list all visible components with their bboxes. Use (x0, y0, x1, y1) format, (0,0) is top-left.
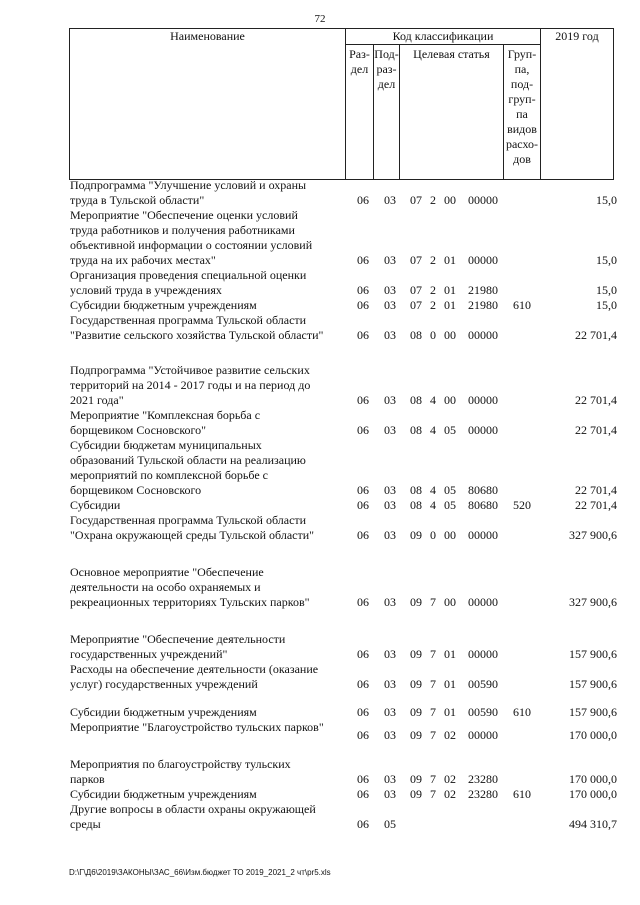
podrazdel-cell: 03 (384, 787, 396, 801)
row-name: Субсидии бюджетным учреждениям (70, 705, 257, 719)
razdel-cell: 06 (357, 772, 369, 786)
podrazdel-cell: 03 (384, 772, 396, 786)
razdel-cell: 06 (357, 423, 369, 437)
cs-subprogram-cell: 7 (430, 772, 436, 786)
row-name: Подпрограмма "Улучшение условий и охраны труда в Тульской области" (70, 178, 307, 207)
cs-subprogram-cell: 0 (430, 528, 436, 542)
cs-event-cell: 00 (444, 528, 456, 542)
razdel-cell: 06 (357, 393, 369, 407)
cs-event-cell: 01 (444, 253, 456, 267)
cs-event-cell: 02 (444, 728, 456, 742)
podrazdel-cell: 03 (384, 423, 396, 437)
cs-direction-cell: 00000 (468, 423, 498, 437)
header-podrazdel: Под- раз- дел (374, 45, 400, 180)
podrazdel-cell: 03 (384, 647, 396, 661)
row-name: Государственная программа Тульской области "Охрана окружающей среды Тульской области" (70, 513, 315, 542)
cs-direction-cell: 00000 (468, 328, 498, 342)
row-name: Расходы на обеспечение деятельности (оказание услуг) государственных учреждений (70, 662, 319, 691)
podrazdel-cell: 05 (384, 817, 396, 831)
cs-event-cell: 00 (444, 328, 456, 342)
amount-cell: 157 900,6 (569, 677, 617, 691)
podrazdel-cell: 03 (384, 595, 396, 609)
cs-event-cell: 01 (444, 677, 456, 691)
razdel-cell: 06 (357, 498, 369, 512)
amount-cell: 494 310,7 (569, 817, 617, 831)
row-name: Субсидии бюджетам муниципальных образований Тульской области на реализацию мероприятий по комплексной борьбе с борщевиком Сосновского (70, 438, 306, 497)
amount-cell: 170 000,0 (569, 772, 617, 786)
row-name: Субсидии бюджетным учреждениям (70, 787, 257, 801)
footer-file-path: D:\Г\Д6\2019\ЗАКОНЫ\ЗАС_66\Изм.бюджет ТО 2019_2021_2 чт\pr5.xls (69, 868, 331, 877)
cs-direction-cell: 00000 (468, 595, 498, 609)
table-row (69, 802, 619, 832)
table-row (69, 313, 619, 343)
cs-event-cell: 05 (444, 498, 456, 512)
page-number: 72 (314, 13, 326, 25)
podrazdel-cell: 03 (384, 283, 396, 297)
cs-program-cell: 08 (410, 498, 422, 512)
cs-event-cell: 01 (444, 647, 456, 661)
podrazdel-cell: 03 (384, 677, 396, 691)
vid-raskhodov-cell: 610 (513, 298, 531, 312)
cs-event-cell: 05 (444, 483, 456, 497)
cs-event-cell: 01 (444, 298, 456, 312)
cs-program-cell: 09 (410, 647, 422, 661)
cs-subprogram-cell: 4 (430, 498, 436, 512)
cs-program-cell: 08 (410, 393, 422, 407)
row-name: Мероприятие "Комплексная борьба с борщевиком Сосновского" (70, 408, 261, 437)
table-row (69, 565, 619, 610)
cs-subprogram-cell: 7 (430, 677, 436, 691)
cs-subprogram-cell: 2 (430, 253, 436, 267)
cs-program-cell: 08 (410, 328, 422, 342)
table-body (69, 178, 619, 832)
cs-event-cell: 00 (444, 595, 456, 609)
cs-subprogram-cell: 7 (430, 647, 436, 661)
row-name: Субсидии бюджетным учреждениям (70, 298, 257, 312)
cs-subprogram-cell: 7 (430, 705, 436, 719)
amount-cell: 15,0 (596, 298, 617, 312)
amount-cell: 157 900,6 (569, 647, 617, 661)
cs-subprogram-cell: 2 (430, 298, 436, 312)
header-celevaya-statya: Целевая статья (400, 45, 504, 180)
vid-raskhodov-cell: 520 (513, 498, 531, 512)
amount-cell: 22 701,4 (575, 423, 617, 437)
cs-program-cell: 09 (410, 677, 422, 691)
cs-subprogram-cell: 4 (430, 423, 436, 437)
amount-cell: 15,0 (596, 193, 617, 207)
razdel-cell: 06 (357, 677, 369, 691)
amount-cell: 327 900,6 (569, 595, 617, 609)
razdel-cell: 06 (357, 728, 369, 742)
vid-raskhodov-cell: 610 (513, 787, 531, 801)
cs-subprogram-cell: 4 (430, 393, 436, 407)
header-name: Наименование (70, 29, 346, 180)
row-name: Мероприятие "Обеспечение оценки условий труда работников и получения работниками объективной информации о состоянии условий труда на их рабочих местах" (70, 208, 313, 267)
header-gruppa-vidov-raskhodov: Груп- па, под- груп- па видов расхо- дов (504, 45, 541, 180)
amount-cell: 22 701,4 (575, 328, 617, 342)
cs-event-cell: 00 (444, 193, 456, 207)
cs-direction-cell: 21980 (468, 283, 498, 297)
podrazdel-cell: 03 (384, 253, 396, 267)
amount-cell: 15,0 (596, 253, 617, 267)
table-row (69, 208, 619, 268)
podrazdel-cell: 03 (384, 528, 396, 542)
cs-direction-cell: 00590 (468, 677, 498, 691)
header-code: Код классификации (346, 29, 541, 45)
cs-program-cell: 09 (410, 728, 422, 742)
cs-direction-cell: 00000 (468, 728, 498, 742)
razdel-cell: 06 (357, 328, 369, 342)
cs-program-cell: 08 (410, 423, 422, 437)
razdel-cell: 06 (357, 283, 369, 297)
cs-program-cell: 09 (410, 772, 422, 786)
podrazdel-cell: 03 (384, 728, 396, 742)
cs-event-cell: 01 (444, 283, 456, 297)
table-row (69, 363, 619, 408)
table-row (69, 787, 619, 802)
table-row (69, 662, 619, 692)
podrazdel-cell: 03 (384, 483, 396, 497)
cs-subprogram-cell: 4 (430, 483, 436, 497)
amount-cell: 15,0 (596, 283, 617, 297)
cs-subprogram-cell: 2 (430, 283, 436, 297)
cs-subprogram-cell: 7 (430, 728, 436, 742)
podrazdel-cell: 03 (384, 498, 396, 512)
table-row (69, 632, 619, 662)
razdel-cell: 06 (357, 193, 369, 207)
razdel-cell: 06 (357, 483, 369, 497)
table-header (69, 28, 614, 180)
amount-cell: 22 701,4 (575, 498, 617, 512)
razdel-cell: 06 (357, 817, 369, 831)
header-razdel: Раз- дел (346, 45, 374, 180)
cs-direction-cell: 21980 (468, 298, 498, 312)
vid-raskhodov-cell: 610 (513, 705, 531, 719)
podrazdel-cell: 03 (384, 705, 396, 719)
table-row (69, 513, 619, 543)
cs-direction-cell: 80680 (468, 498, 498, 512)
amount-cell: 22 701,4 (575, 483, 617, 497)
cs-direction-cell: 00000 (468, 393, 498, 407)
razdel-cell: 06 (357, 705, 369, 719)
row-name: Мероприятие "Благоустройство тульских парков" (70, 720, 324, 734)
cs-subprogram-cell: 7 (430, 787, 436, 801)
row-name: Государственная программа Тульской области "Развитие сельского хозяйства Тульской области" (70, 313, 324, 342)
podrazdel-cell: 03 (384, 298, 396, 312)
amount-cell: 157 900,6 (569, 705, 617, 719)
table-row (69, 720, 619, 743)
cs-program-cell: 09 (410, 528, 422, 542)
table-row (69, 298, 619, 313)
cs-subprogram-cell: 7 (430, 595, 436, 609)
podrazdel-cell: 03 (384, 193, 396, 207)
table-row (69, 268, 619, 298)
table-row (69, 438, 619, 498)
razdel-cell: 06 (357, 647, 369, 661)
cs-program-cell: 09 (410, 787, 422, 801)
row-name: Субсидии (70, 498, 121, 512)
cs-direction-cell: 80680 (468, 483, 498, 497)
row-name: Подпрограмма "Устойчивое развитие сельских территорий на 2014 - 2017 годы и на период до 2021 года" (70, 363, 311, 407)
header-year: 2019 год (541, 29, 614, 180)
cs-direction-cell: 00000 (468, 647, 498, 661)
cs-program-cell: 07 (410, 283, 422, 297)
table-row (69, 178, 619, 208)
cs-direction-cell: 00000 (468, 253, 498, 267)
table-row (69, 757, 619, 787)
cs-event-cell: 00 (444, 393, 456, 407)
razdel-cell: 06 (357, 528, 369, 542)
row-name: Мероприятие "Обеспечение деятельности государственных учреждений" (70, 632, 286, 661)
cs-direction-cell: 23280 (468, 787, 498, 801)
razdel-cell: 06 (357, 298, 369, 312)
cs-program-cell: 07 (410, 298, 422, 312)
cs-direction-cell: 00590 (468, 705, 498, 719)
cs-program-cell: 07 (410, 253, 422, 267)
table-row (69, 408, 619, 438)
podrazdel-cell: 03 (384, 328, 396, 342)
podrazdel-cell: 03 (384, 393, 396, 407)
cs-subprogram-cell: 2 (430, 193, 436, 207)
amount-cell: 22 701,4 (575, 393, 617, 407)
table-row (69, 498, 619, 513)
cs-direction-cell: 00000 (468, 193, 498, 207)
row-name: Организация проведения специальной оценки условий труда в учреждениях (70, 268, 307, 297)
cs-event-cell: 05 (444, 423, 456, 437)
razdel-cell: 06 (357, 595, 369, 609)
cs-event-cell: 02 (444, 772, 456, 786)
cs-direction-cell: 23280 (468, 772, 498, 786)
cs-program-cell: 09 (410, 705, 422, 719)
amount-cell: 170 000,0 (569, 787, 617, 801)
cs-program-cell: 07 (410, 193, 422, 207)
razdel-cell: 06 (357, 253, 369, 267)
table-row (69, 705, 619, 720)
row-name: Другие вопросы в области охраны окружающей среды (70, 802, 316, 831)
amount-cell: 170 000,0 (569, 728, 617, 742)
cs-event-cell: 02 (444, 787, 456, 801)
cs-direction-cell: 00000 (468, 528, 498, 542)
row-name: Мероприятия по благоустройству тульских парков (70, 757, 291, 786)
cs-event-cell: 01 (444, 705, 456, 719)
amount-cell: 327 900,6 (569, 528, 617, 542)
cs-program-cell: 09 (410, 595, 422, 609)
razdel-cell: 06 (357, 787, 369, 801)
row-name: Основное мероприятие "Обеспечение деятельности на особо охраняемых и рекреационных территориях Тульских парков" (70, 565, 310, 609)
cs-program-cell: 08 (410, 483, 422, 497)
cs-subprogram-cell: 0 (430, 328, 436, 342)
